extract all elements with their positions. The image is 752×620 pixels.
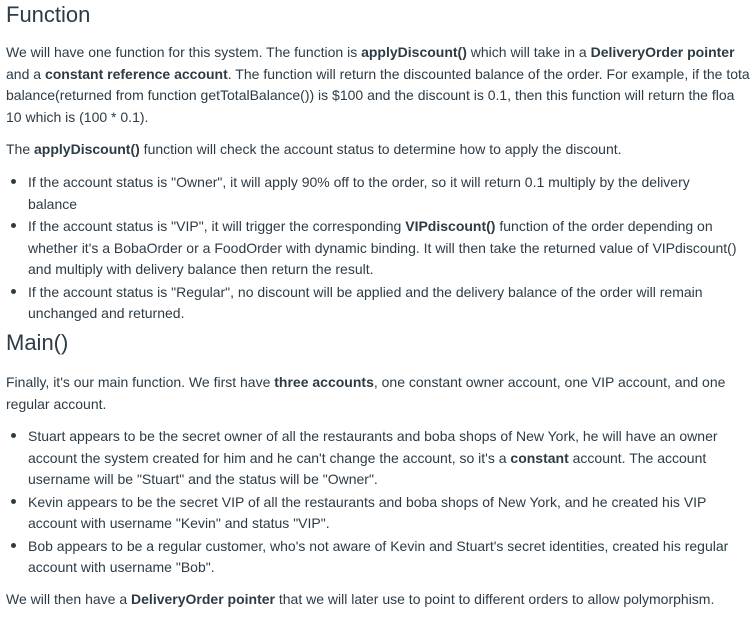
list-item-line — [28, 448, 728, 470]
list-item-stuart — [0, 426, 728, 491]
function-bullet-list — [0, 172, 736, 326]
function-check-paragraph — [6, 139, 622, 161]
list-item-line: Bob appears to be a regular customer, who's not aware of Kevin and Stuart's secret identities, created his regular — [28, 537, 729, 554]
apply-discount-term: applyDiscount() — [361, 44, 467, 60]
function-intro-line-2 — [6, 64, 750, 86]
function-check-line — [6, 139, 622, 161]
list-item-line: Stuart appears to be the secret owner of all the restaurants and boba shops of New York, he will have an owner — [28, 428, 718, 444]
bullet-dot-icon — [11, 223, 16, 228]
text-run: function will check the account status to determine how to apply the discount. — [139, 141, 622, 157]
text-run: account the system created for him and he can't change the account, so it's a — [28, 449, 511, 466]
text-run: , one constant owner account, one VIP account, and one — [373, 374, 726, 390]
list-item-line: unchanged and returned. — [28, 305, 185, 321]
list-item-bob — [0, 536, 728, 579]
vip-discount-term: VIPdiscount() — [405, 218, 496, 234]
text-run: which will take in a — [466, 44, 591, 60]
text-run: . The function will return the discounted balance of the order. For example, if the tota — [227, 65, 750, 82]
list-item-kevin — [0, 492, 728, 535]
main-intro-line-1 — [6, 372, 725, 394]
delivery-order-pointer-term: DeliveryOrder pointer — [131, 591, 275, 607]
list-item-line: If the account status is "Owner", it will apply 90% off to the order, so it will return 0.1 multiply by the delivery — [28, 174, 690, 190]
list-item-line: account with username "Kevin" and status "VIP". — [28, 515, 330, 531]
list-item-line: and multiply with delivery balance then return the result. — [28, 261, 374, 277]
main-bullet-list — [0, 426, 728, 580]
bullet-dot-icon — [11, 179, 16, 184]
list-item-line: If the account status is "Regular", no discount will be applied and the delivery balance of the order will remain — [28, 283, 703, 300]
text-run: We will have one function for this system. The function is — [6, 44, 362, 60]
list-item-line: balance — [28, 195, 78, 212]
main-closing-line — [6, 589, 714, 611]
text-run: and a — [6, 65, 45, 82]
constant-reference-account-term: constant reference account — [44, 65, 228, 82]
list-item-line: Kevin appears to be the secret VIP of all the restaurants and boba shops of New York, and he created his VIP — [28, 493, 707, 510]
text-run: If the account status is "VIP", it will trigger the corresponding — [28, 218, 406, 234]
main-closing-paragraph — [6, 589, 714, 611]
text-run: account. The account — [568, 449, 707, 466]
text-run: Finally, it's our main function. We first have — [6, 374, 275, 390]
function-intro-line-4: 10 which is (100 * 0.1). — [6, 108, 149, 125]
text-run: that we will later use to point to different orders to allow polymorphism. — [274, 591, 715, 607]
list-item-regular-status — [0, 282, 736, 325]
list-item-line — [28, 216, 736, 238]
constant-term: constant — [510, 449, 569, 466]
bullet-dot-icon — [11, 433, 16, 438]
list-item-owner-status — [0, 172, 736, 215]
text-run: function of the order depending on — [495, 218, 713, 234]
main-heading: Main() — [6, 330, 69, 355]
list-item-line: username will be "Stuart" and the status will be "Owner". — [28, 471, 378, 487]
bullet-dot-icon — [11, 543, 16, 548]
function-heading: Function — [6, 2, 91, 27]
main-intro-line-2: regular account. — [6, 395, 107, 412]
function-intro-paragraph — [6, 42, 750, 128]
list-item-line: account with username "Bob". — [28, 559, 215, 575]
apply-discount-term: applyDiscount() — [34, 141, 140, 157]
list-item-line: whether it's a BobaOrder or a FoodOrder with dynamic binding. It will then take the returned value of VIPdiscount() — [28, 239, 737, 256]
bullet-dot-icon — [11, 289, 16, 294]
text-run: We will then have a — [6, 591, 132, 607]
main-intro-paragraph — [6, 372, 725, 415]
function-intro-line-3: balance(returned from function getTotalBalance()) is $100 and the discount is 0.1, then this function will return the floa — [6, 87, 735, 103]
delivery-order-pointer-term: DeliveryOrder pointer — [590, 44, 735, 60]
text-run: The — [6, 141, 35, 157]
bullet-dot-icon — [11, 499, 16, 504]
three-accounts-term: three accounts — [274, 374, 374, 390]
list-item-vip-status — [0, 216, 736, 281]
function-intro-line-1 — [6, 42, 750, 64]
